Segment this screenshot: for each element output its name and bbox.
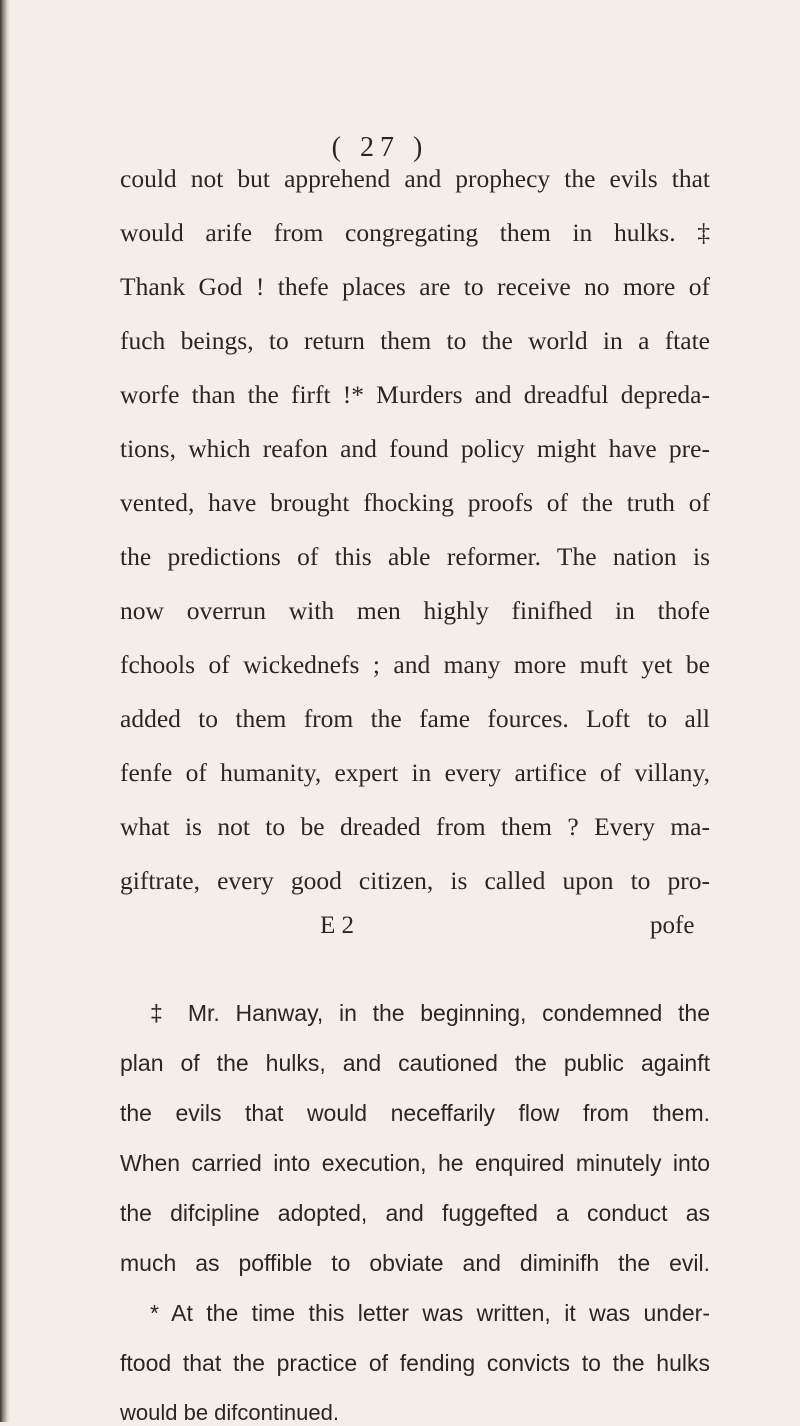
footnote-line: the evils that would neceffarily flow from them. — [120, 1100, 710, 1126]
footnote-line: * At the time this letter was written, it was under- — [150, 1300, 710, 1326]
body-line: would arife from congregating them in hulks. ‡ — [120, 218, 710, 247]
footnote-line: the difcipline adopted, and fuggefted a conduct as — [120, 1200, 710, 1226]
body-line: Thank God ! thefe places are to receive no more of — [120, 272, 710, 301]
body-line: added to them from the fame fources. Loft to all — [120, 704, 710, 733]
footnote-line: would be difcontinued. — [120, 1400, 339, 1425]
body-line: fenfe of humanity, expert in every artifice of villany, — [120, 758, 710, 787]
book-binding-edge — [0, 0, 10, 1422]
signature-mark: E 2 — [320, 912, 355, 939]
body-line: what is not to be dreaded from them ? Every ma- — [120, 812, 710, 841]
body-line: fuch beings, to return them to the world in a ftate — [120, 326, 710, 355]
body-line: worfe than the firft !* Murders and dreadful depreda- — [120, 380, 710, 409]
body-line: giftrate, every good citizen, is called upon to pro- — [120, 866, 710, 895]
footnote-line: When carried into execution, he enquired minutely into — [120, 1150, 710, 1176]
body-line: fchools of wickednefs ; and many more muft yet be — [120, 650, 710, 679]
footnote-line: much as poffible to obviate and diminifh the evil. — [120, 1250, 710, 1276]
body-line: now overrun with men highly finifhed in thofe — [120, 596, 710, 625]
body-line: the predictions of this able reformer. The nation is — [120, 542, 710, 571]
footnote-line: plan of the hulks, and cautioned the public againft — [120, 1050, 710, 1076]
body-line: vented, have brought fhocking proofs of the truth of — [120, 488, 710, 517]
body-line: could not but apprehend and prophecy the evils that — [120, 164, 710, 193]
footnote-line: ‡ Mr. Hanway, in the beginning, condemned the — [150, 1000, 710, 1026]
footnote-line: ftood that the practice of fending convicts to the hulks — [120, 1350, 710, 1376]
catchword: pofe — [650, 912, 695, 939]
body-line: tions, which reafon and found policy might have pre- — [120, 434, 710, 463]
page-number: ( 27 ) — [331, 132, 429, 163]
